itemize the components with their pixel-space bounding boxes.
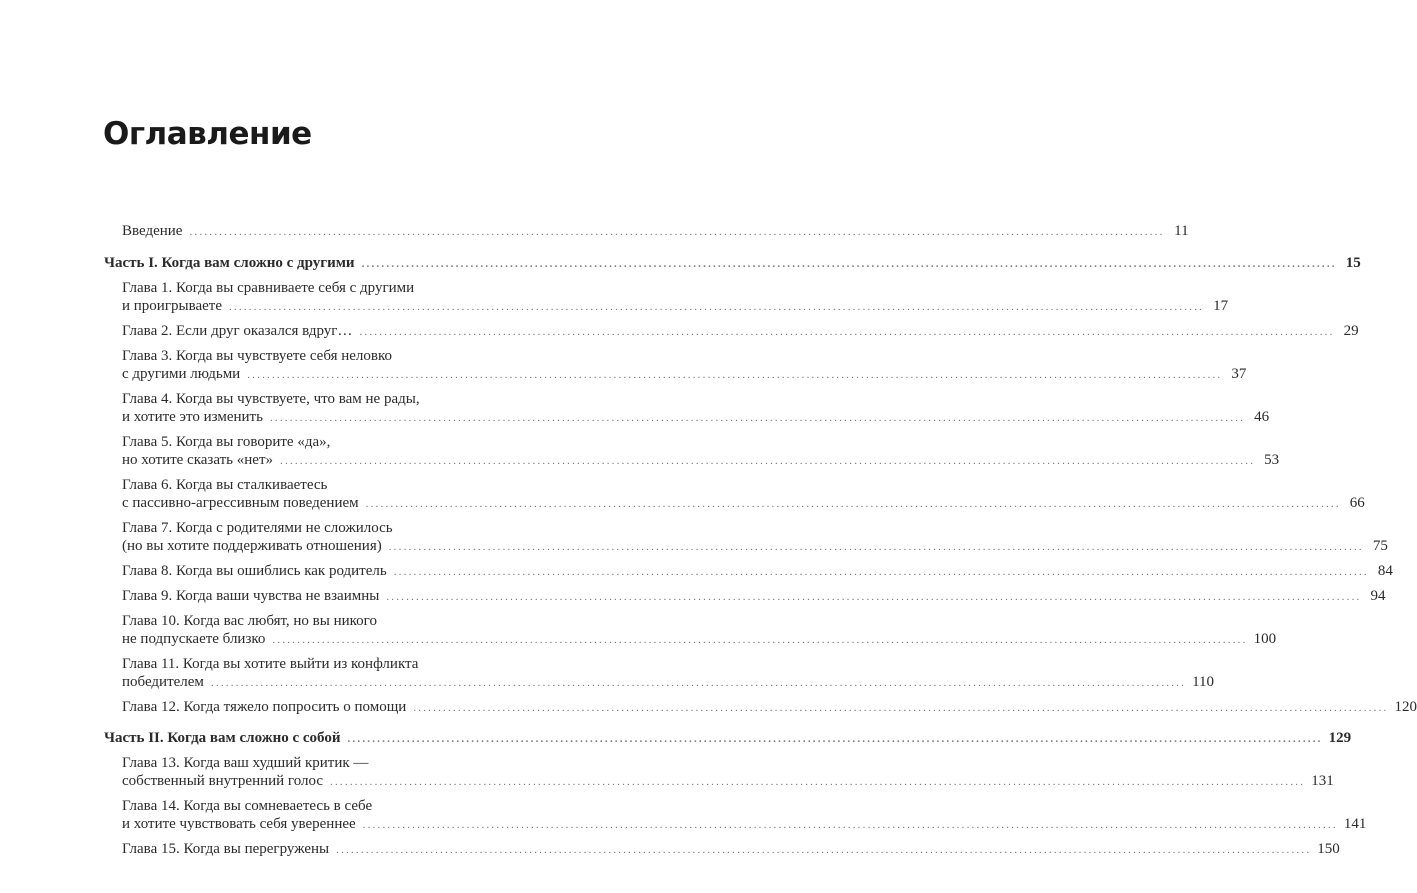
dot-leader [366,496,1341,512]
page-number: 37 [1231,366,1247,382]
toc-chapter[interactable] [104,698,1417,716]
toc-chapter[interactable] [104,587,1386,605]
toc-intro[interactable] [104,222,1189,240]
toc-part[interactable] [104,729,1352,747]
dot-leader [229,299,1204,315]
dot-leader [394,564,1369,580]
entry-title-line: Глава 2. Если друг оказался вдруг… [122,323,353,339]
entry-title-line: Глава 7. Когда с родителями не сложилось [122,520,393,536]
page-number: 131 [1311,773,1334,789]
dot-leader [330,774,1305,790]
toc-chapter[interactable] [104,347,1247,383]
entry-title-line: Глава 8. Когда вы ошиблись как родитель [122,563,387,579]
dot-leader [363,817,1338,833]
toc-chapter[interactable] [104,655,1215,691]
dot-leader [211,675,1186,691]
entry-title-line: Глава 12. Когда тяжело попросить о помощи [122,699,407,715]
page-number: 46 [1254,409,1270,425]
dot-leader [270,410,1245,426]
entry-title-line: Глава 4. Когда вы чувствуете, что вам не рады, [122,391,420,407]
toc-chapter[interactable] [104,612,1277,648]
page-number: 100 [1253,631,1277,647]
entry-title-line: Глава 10. Когда вас любят, но вы никого [122,613,377,629]
toc-chapter-title [122,433,1279,469]
toc-chapter-title [122,754,1334,790]
toc-chapter[interactable] [104,519,1388,555]
page-title: Оглавление [103,116,312,152]
toc-chapter[interactable] [104,840,1340,858]
page-number: 66 [1349,495,1365,511]
toc-chapter-title [122,322,1359,340]
entry-title-line: (но вы хотите поддерживать отношения) [122,538,382,554]
page-number: 84 [1377,563,1393,579]
toc-chapter[interactable] [104,322,1359,340]
toc-part-title [104,254,1361,272]
dot-leader [386,589,1361,605]
toc-chapter-title [122,347,1246,383]
toc-chapter[interactable] [104,476,1365,512]
dot-leader [247,367,1222,383]
page-number: 129 [1328,730,1352,746]
dot-leader [362,256,1337,272]
entry-title-line: Глава 15. Когда вы перегружены [122,841,330,857]
toc-intro-title [122,222,1189,240]
page-number: 120 [1394,699,1417,715]
toc-chapter-title [122,519,1388,555]
dot-leader [359,324,1334,340]
toc-chapter-title [122,698,1417,716]
table-of-contents [104,222,1417,865]
entry-title-line: и хотите чувствовать себя увереннее [122,816,356,832]
entry-title-line: победителем [122,674,204,690]
page-number: 150 [1317,841,1340,857]
page-number: 141 [1343,816,1367,832]
page-number: 110 [1192,674,1215,690]
entry-title-line: Глава 3. Когда вы чувствуете себя неловко [122,348,393,364]
dot-leader [389,539,1364,555]
toc-chapter-title [122,612,1276,648]
toc-chapter-title [122,476,1365,512]
toc-chapter-title [122,390,1269,426]
entry-title-line: Глава 14. Когда вы сомневаетесь в себе [122,798,373,814]
toc-chapter-title [122,797,1366,833]
toc-chapter-title [122,655,1214,691]
entry-title-line: и хотите это изменить [122,409,263,425]
entry-title-line: Глава 11. Когда вы хотите выйти из конфликта [122,656,419,672]
toc-chapter[interactable] [104,390,1270,426]
toc-part-title [104,729,1351,747]
toc-chapter-title [122,587,1385,605]
dot-leader [413,700,1388,716]
entry-title-line: Глава 5. Когда вы говорите «да», [122,434,331,450]
entry-title-line: Часть II. Когда вам сложно с собой [104,730,341,746]
dot-leader [272,632,1247,648]
entry-title-line: Глава 1. Когда вы сравниваете себя с другими [122,280,415,296]
entry-title-line: не подпускаете близко [122,631,266,647]
page-number: 17 [1213,298,1229,314]
dot-leader [347,731,1322,747]
page-number: 75 [1372,538,1388,554]
page-number: 53 [1264,452,1280,468]
entry-title-line: Часть I. Когда вам сложно с другими [104,255,355,271]
page-number: 11 [1174,223,1189,239]
page-number: 94 [1370,588,1386,604]
page-number: 15 [1345,255,1361,271]
dot-leader [189,224,1164,240]
page-number: 29 [1343,323,1359,339]
toc-chapter[interactable] [104,562,1393,580]
entry-title-line: но хотите сказать «нет» [122,452,274,468]
entry-title-line: Глава 13. Когда ваш худший критик — [122,755,369,771]
entry-title-line: с другими людьми [122,366,241,382]
dot-leader [280,453,1255,469]
entry-title-line: Глава 9. Когда ваши чувства не взаимны [122,588,380,604]
entry-title-line: собственный внутренний голос [122,773,324,789]
toc-chapter-title [122,840,1340,858]
toc-chapter[interactable] [104,754,1334,790]
toc-part[interactable] [104,254,1361,272]
toc-chapter[interactable] [104,279,1229,315]
entry-title-line: с пассивно-агрессивным поведением [122,495,359,511]
entry-title-line: Глава 6. Когда вы сталкиваетесь [122,477,328,493]
entry-title-line: и проигрываете [122,298,222,314]
toc-chapter-title [122,562,1393,580]
toc-chapter-title [122,279,1228,315]
toc-chapter[interactable] [104,797,1367,833]
dot-leader [336,842,1311,858]
toc-chapter[interactable] [104,433,1280,469]
entry-title-line: Введение [122,223,183,239]
